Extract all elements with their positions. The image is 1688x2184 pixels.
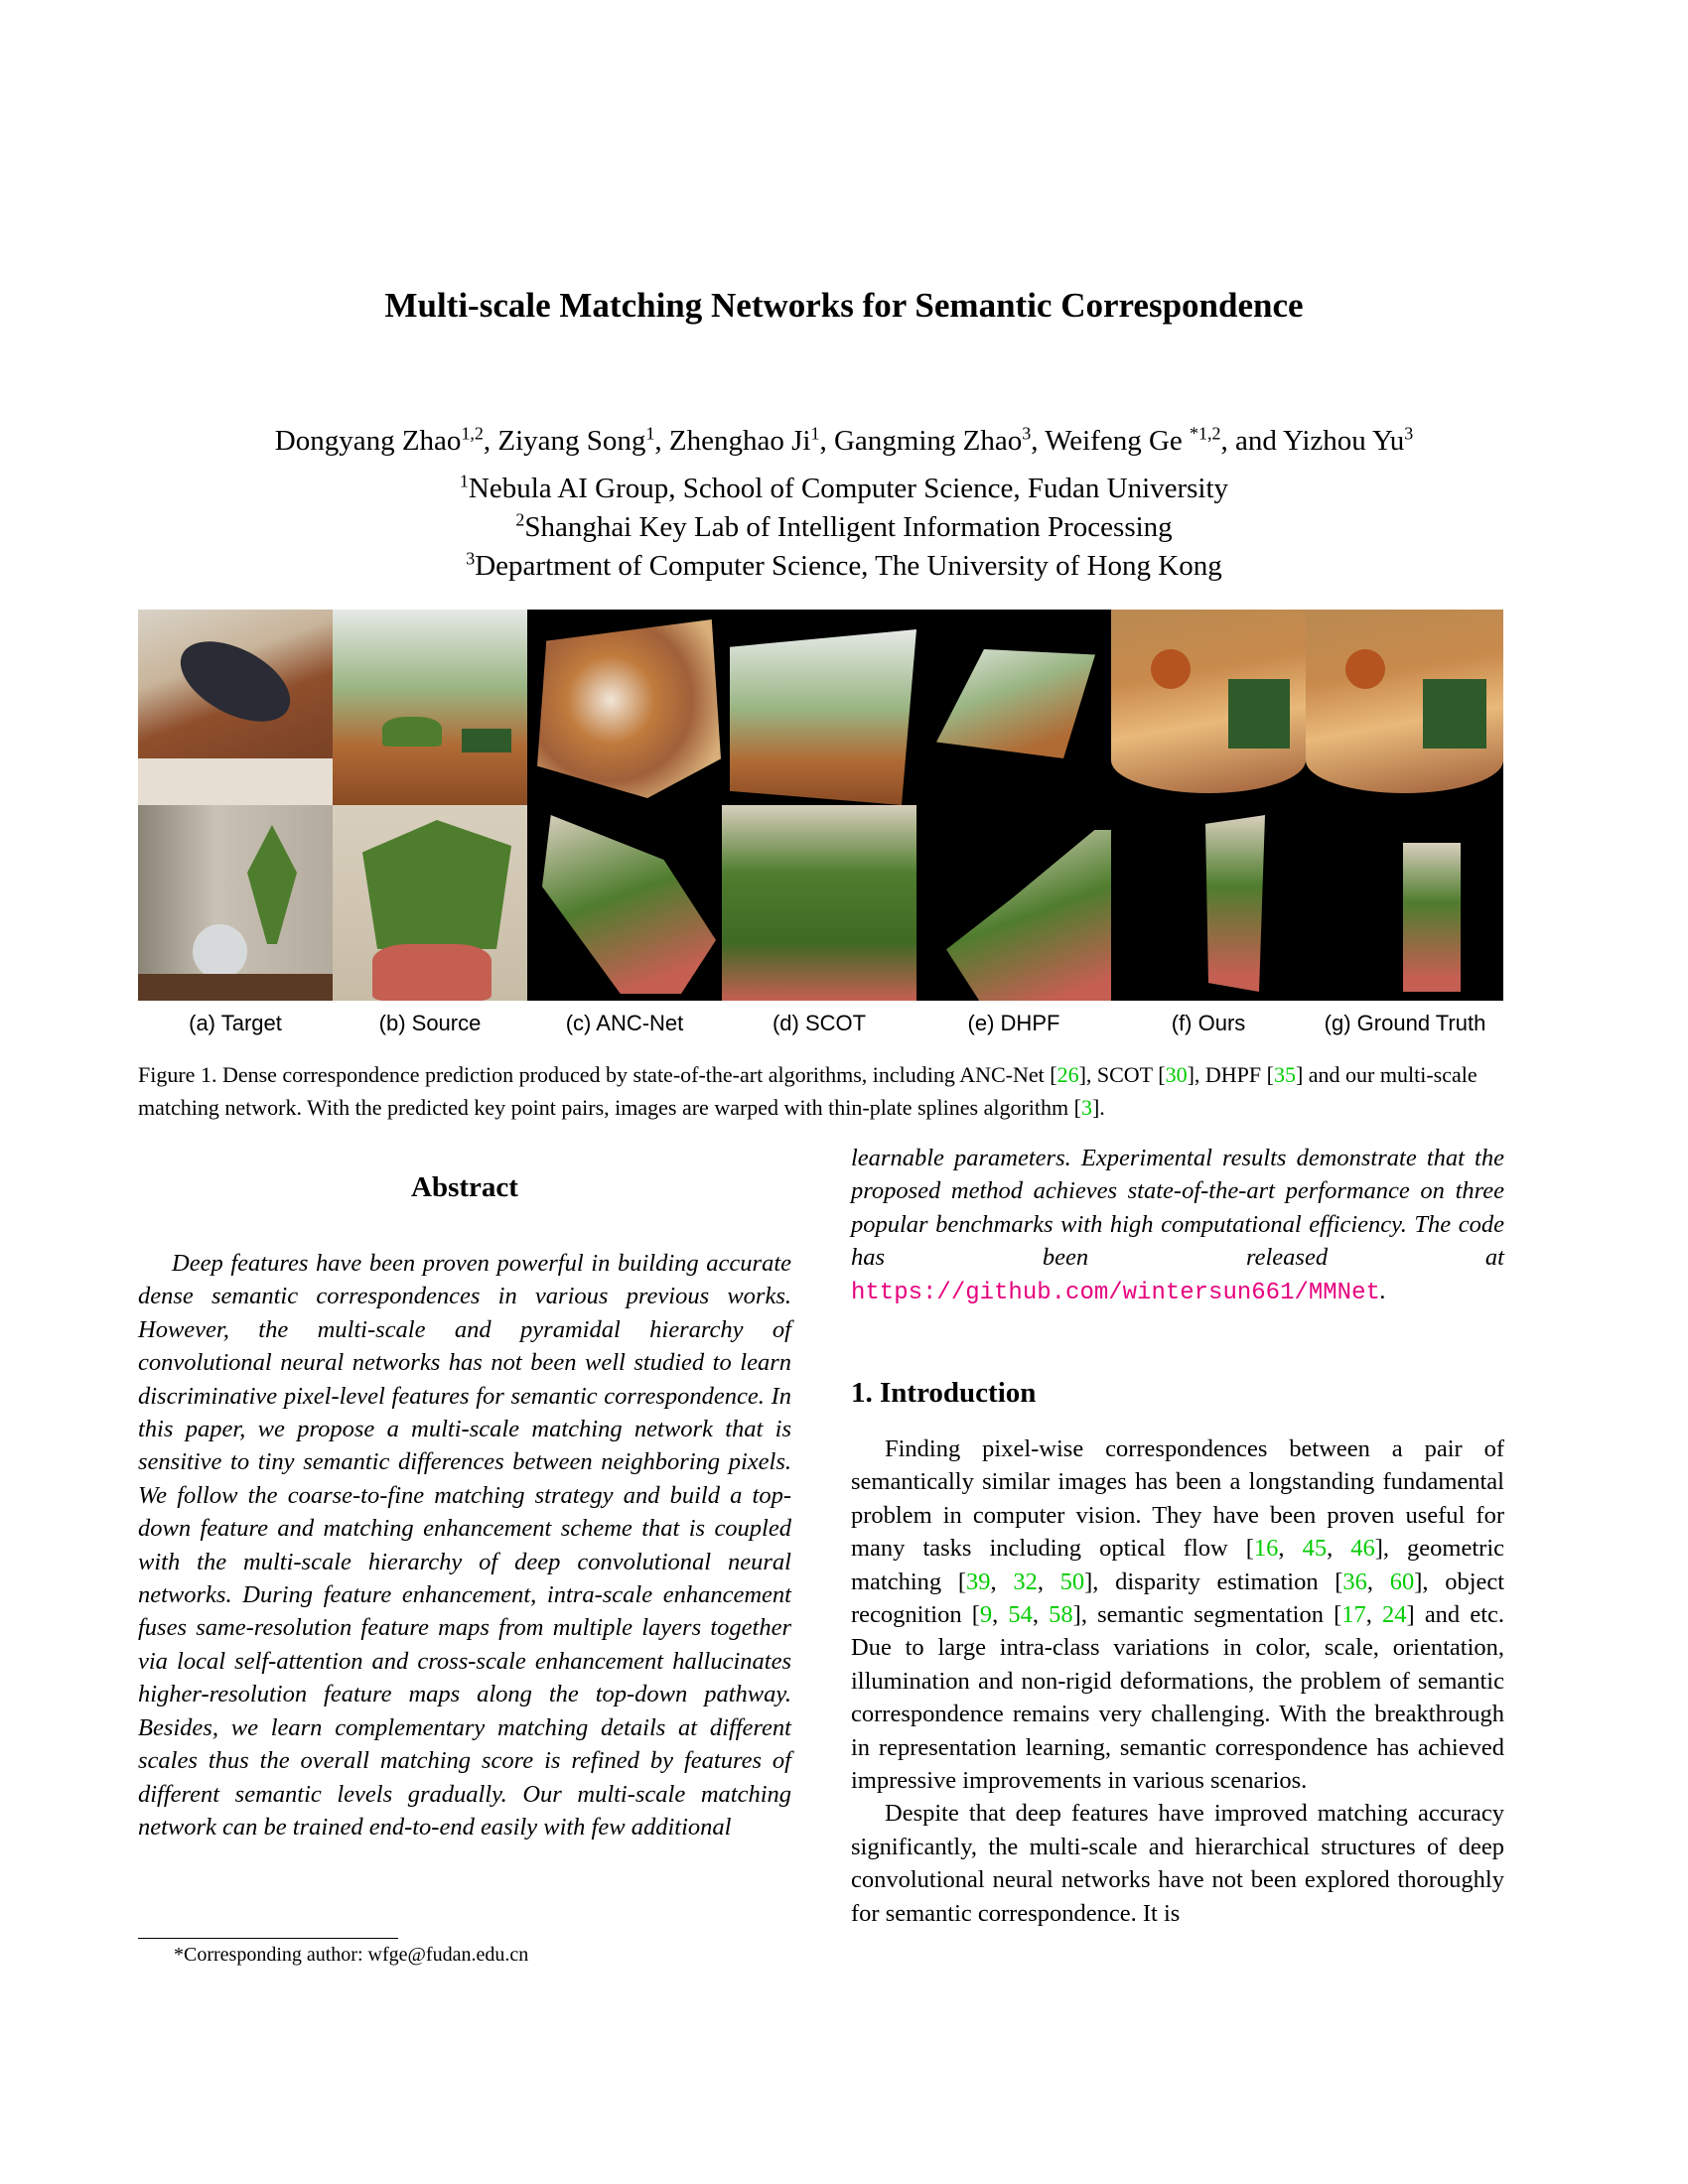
source-kitchen-image bbox=[333, 610, 527, 805]
citation-link[interactable]: 45 bbox=[1302, 1535, 1328, 1563]
introduction-body bbox=[851, 1433, 1504, 1930]
citation-link[interactable]: 3 bbox=[1080, 1095, 1092, 1120]
warped-region bbox=[936, 649, 1095, 758]
intro-text-segment: , bbox=[1037, 1568, 1060, 1595]
author-list bbox=[0, 425, 1688, 458]
scot-warp-kitchen bbox=[722, 610, 916, 805]
intro-text-segment: , bbox=[990, 1568, 1014, 1595]
affiliation-3 bbox=[0, 550, 1688, 583]
caption-text: ]. bbox=[1091, 1095, 1105, 1120]
citation-link[interactable]: 60 bbox=[1389, 1568, 1415, 1595]
caption-text: ] and our multi-scale matching network. With the predicted key point pairs, images are warped with thin-plate splines algorithm [ bbox=[138, 1062, 1477, 1120]
warped-region bbox=[542, 815, 716, 994]
paper-title: Multi-scale Matching Networks for Semantic Correspondence bbox=[384, 286, 1304, 325]
dhpf-warp-kitchen bbox=[916, 610, 1111, 805]
plant-shape bbox=[382, 717, 442, 747]
affil-sup: 2 bbox=[515, 509, 525, 530]
author-name: Gangming Zhao bbox=[833, 425, 1023, 457]
ours-warp-plant bbox=[1111, 805, 1306, 1001]
ancnet-warp-kitchen bbox=[527, 610, 722, 805]
table-shape bbox=[138, 974, 333, 1001]
author-affil-sup: 1 bbox=[810, 423, 820, 444]
figure-1-image-grid bbox=[138, 610, 1503, 1001]
pot-shape bbox=[1345, 649, 1385, 689]
citation-link[interactable]: 58 bbox=[1049, 1601, 1073, 1629]
introduction-paragraph-1 bbox=[851, 1433, 1504, 1797]
footnote-rule bbox=[138, 1938, 398, 1939]
warped-region bbox=[730, 629, 916, 805]
dhpf-warp-plant bbox=[916, 805, 1111, 1001]
author-affil-sup: 3 bbox=[1022, 423, 1032, 444]
intro-text-segment: Finding pixel-wise correspondences between a pair of semantically similar images has been a longstanding fundamental problem in computer vision. They have been proven useful for many tasks including optical flow [ bbox=[851, 1435, 1504, 1563]
fishbowl-shape bbox=[193, 924, 247, 979]
caption-text: ], DHPF [ bbox=[1187, 1062, 1274, 1087]
warped-region bbox=[1403, 843, 1461, 992]
abstract-end: . bbox=[1379, 1277, 1387, 1304]
author-name: Ziyang Song bbox=[497, 425, 646, 457]
author-affil-sup: 3 bbox=[1404, 423, 1414, 444]
subfigure-label-ancnet: (c) ANC-Net bbox=[565, 1011, 684, 1035]
warped-region bbox=[1306, 610, 1503, 793]
citation-link[interactable]: 54 bbox=[1008, 1601, 1033, 1629]
author-name: Dongyang Zhao bbox=[274, 425, 462, 457]
abstract-heading: Abstract bbox=[411, 1171, 518, 1203]
affiliation-2 bbox=[0, 511, 1688, 544]
target-cat-image bbox=[138, 610, 333, 805]
affil-sup: 1 bbox=[459, 471, 469, 491]
intro-text-segment: ], disparity estimation [ bbox=[1084, 1568, 1343, 1595]
affiliation-1 bbox=[0, 473, 1688, 505]
affil-text: Department of Computer Science, The University of Hong Kong bbox=[475, 550, 1222, 582]
author-name: Zhenghao Ji bbox=[668, 425, 811, 457]
plant-shape bbox=[362, 820, 511, 949]
intro-text-segment: , bbox=[1366, 1568, 1390, 1595]
placemat-shape bbox=[1228, 679, 1290, 749]
subfigure-label-scot: (d) SCOT bbox=[772, 1011, 867, 1035]
code-url-link[interactable]: https://github.com/wintersun661/MMNet bbox=[851, 1279, 1380, 1306]
intro-text-segment: , bbox=[1365, 1601, 1383, 1629]
author-separator: , bbox=[483, 425, 498, 457]
citation-link[interactable]: 32 bbox=[1013, 1568, 1038, 1595]
citation-link[interactable]: 9 bbox=[979, 1601, 993, 1629]
introduction-heading: 1. Introduction bbox=[851, 1377, 1037, 1409]
intro-text-segment: , bbox=[1032, 1601, 1050, 1629]
author-separator: , bbox=[1031, 425, 1046, 457]
author-affil-sup: 1 bbox=[645, 423, 655, 444]
abstract-continuation bbox=[851, 1142, 1504, 1309]
intro-text-segment: , bbox=[992, 1601, 1009, 1629]
citation-link[interactable]: 46 bbox=[1350, 1535, 1375, 1563]
author-affil-sup: *1,2 bbox=[1190, 423, 1221, 444]
source-plant-image bbox=[333, 805, 527, 1001]
citation-link[interactable]: 26 bbox=[1056, 1062, 1079, 1087]
subfigure-label-target: (a) Target bbox=[189, 1011, 282, 1035]
author-separator: , and bbox=[1220, 425, 1284, 457]
subfigure-label-source: (b) Source bbox=[378, 1011, 482, 1035]
caption-text: Figure 1. Dense correspondence prediction produced by state-of-the-art algorithms, including ANC-Net [ bbox=[138, 1062, 1057, 1087]
warped-region bbox=[722, 805, 916, 1001]
subfigure-label-ground-truth: (g) Ground Truth bbox=[1324, 1011, 1486, 1035]
floor-shape bbox=[138, 758, 333, 805]
citation-link[interactable]: 36 bbox=[1342, 1568, 1367, 1595]
intro-text-segment: , bbox=[1327, 1535, 1351, 1563]
pot-shape bbox=[1151, 649, 1191, 689]
gt-warp-kitchen bbox=[1306, 610, 1503, 805]
warped-region bbox=[1205, 815, 1265, 992]
gt-warp-plant bbox=[1306, 805, 1503, 1001]
target-plant-image bbox=[138, 805, 333, 1001]
warped-region bbox=[1111, 610, 1306, 793]
scot-warp-plant bbox=[722, 805, 916, 1001]
citation-link[interactable]: 39 bbox=[966, 1568, 991, 1595]
intro-text-segment: ], object recognition [ bbox=[851, 1568, 1505, 1629]
citation-link[interactable]: 35 bbox=[1273, 1062, 1296, 1087]
intro-text-segment: ], geometric matching [ bbox=[851, 1535, 1505, 1595]
cat-shape bbox=[168, 625, 303, 739]
abstract-body: Deep features have been proven powerful in building accurate dense semantic correspondences in various previous works. However, the multi-scale and pyramidal hierarchy of convolutional neural networks has not been well studied to learn discriminative pixel-level features for semantic correspondence. In this paper, we propose a multi-scale matching network that is sensitive to tiny semantic differences between neighboring pixels. We follow the coarse-to-fine matching strategy and build a top-down feature and matching enhancement scheme that is coupled with the multi-scale hierarchy of deep convolutional neural networks. During feature enhancement, intra-scale enhancement fuses same-resolution feature maps from multiple layers together via local self-attention and cross-scale enhancement hallucinates higher-resolution feature maps along the top-down pathway. Besides, we learn complementary matching details at different scales thus the overall matching score is refined by features of different semantic levels gradually. Our multi-scale matching network can be trained end-to-end easily with few additional bbox=[138, 1250, 791, 1841]
abstract-continuation-text: learnable parameters. Experimental results demonstrate that the proposed method achieves state-of-the-art performance on three popular benchmarks with high computational efficiency. The code has been released at bbox=[851, 1145, 1504, 1272]
intro-text-segment: ], semantic segmentation [ bbox=[1072, 1601, 1342, 1629]
plant-shape bbox=[247, 825, 297, 944]
ours-warp-kitchen bbox=[1111, 610, 1306, 805]
intro-text-segment: ] and etc. Due to large intra-class variations in color, scale, orientation, illumination and non-rigid deformations, the problem of semantic correspondence remains very challenging. With the breakthrough in representation learning, semantic correspondence has achieved impressive improvements in various scenarios. bbox=[851, 1601, 1505, 1795]
citation-link[interactable]: 24 bbox=[1382, 1601, 1407, 1629]
introduction-paragraph-2: Despite that deep features have improved matching accuracy significantly, the multi-scale and hierarchical structures of deep convolutional neural networks have not been explored thoroughly for semantic correspondence. It is bbox=[851, 1800, 1504, 1927]
citation-link[interactable]: 16 bbox=[1253, 1535, 1279, 1563]
ancnet-warp-plant bbox=[527, 805, 722, 1001]
citation-link[interactable]: 30 bbox=[1165, 1062, 1188, 1087]
author-name: Yizhou Yu bbox=[1283, 425, 1405, 457]
figure-1-caption bbox=[138, 1058, 1504, 1124]
intro-text-segment: , bbox=[1278, 1535, 1303, 1563]
subfigure-label-ours: (f) Ours bbox=[1171, 1011, 1246, 1035]
author-affil-sup: 1,2 bbox=[461, 423, 484, 444]
affil-text: Shanghai Key Lab of Intelligent Information Processing bbox=[524, 511, 1173, 543]
citation-link[interactable]: 50 bbox=[1059, 1568, 1085, 1595]
placemat-shape bbox=[462, 729, 511, 752]
pot-shape bbox=[372, 944, 492, 1001]
citation-link[interactable]: 17 bbox=[1341, 1601, 1366, 1629]
author-separator: , bbox=[654, 425, 669, 457]
affil-text: Nebula AI Group, School of Computer Science, Fudan University bbox=[468, 473, 1229, 504]
subfigure-label-dhpf: (e) DHPF bbox=[967, 1011, 1060, 1035]
author-separator: , bbox=[819, 425, 834, 457]
placemat-shape bbox=[1423, 679, 1486, 749]
corresponding-author-footnote: *Corresponding author: wfge@fudan.edu.cn bbox=[174, 1944, 529, 1966]
affil-sup: 3 bbox=[466, 548, 476, 569]
warped-region bbox=[537, 619, 721, 798]
author-name: Weifeng Ge bbox=[1045, 425, 1191, 457]
warped-region bbox=[946, 830, 1111, 1001]
caption-text: ], SCOT [ bbox=[1078, 1062, 1166, 1087]
